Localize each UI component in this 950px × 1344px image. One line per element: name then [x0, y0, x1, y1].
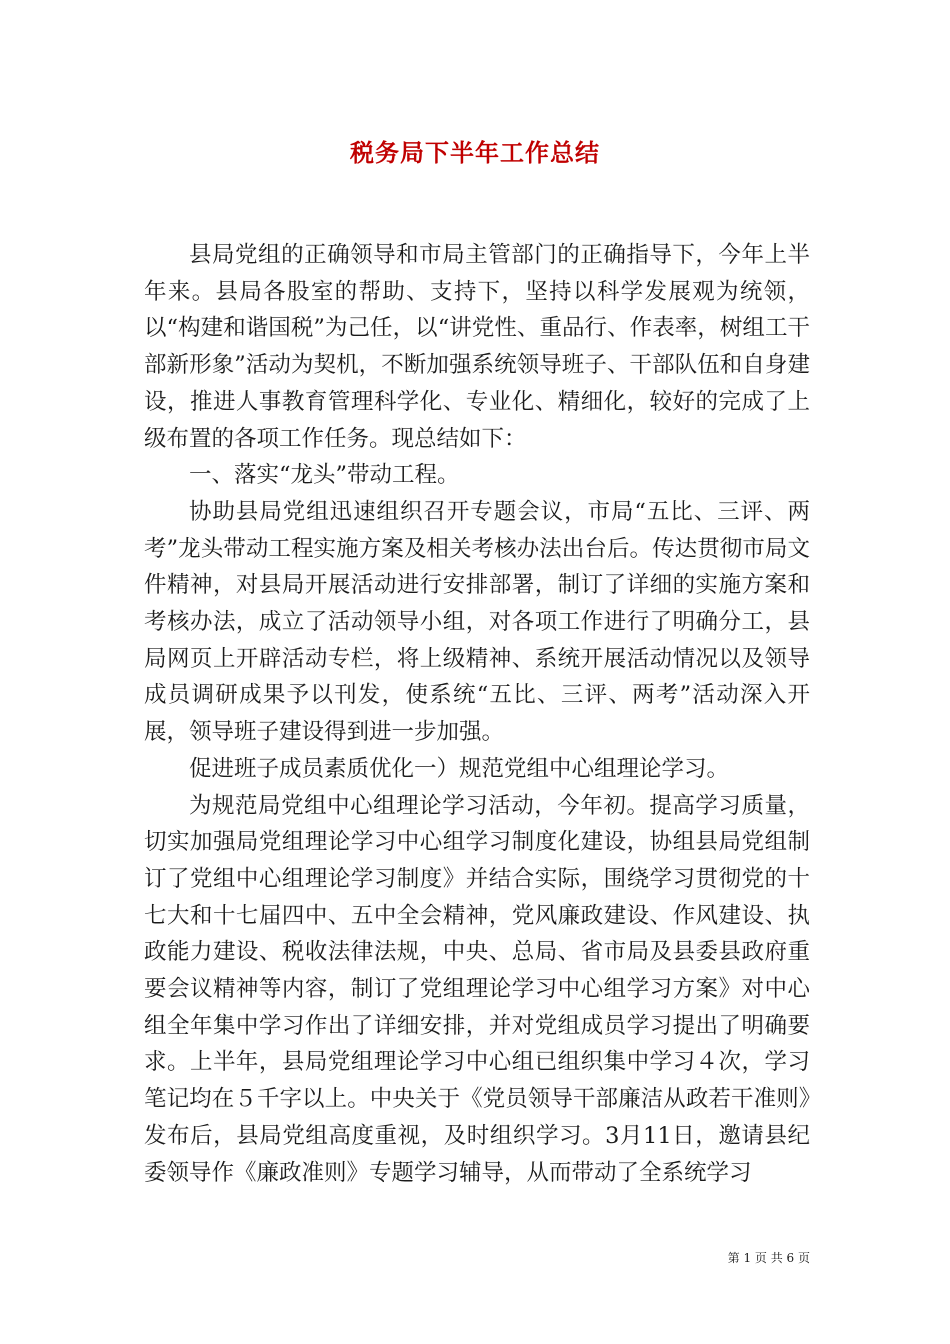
page-number-footer: 第 1 页 共 6 页: [727, 1251, 810, 1265]
section-heading-1: 一、落实“龙头”带动工程。: [189, 462, 460, 489]
document-body: [144, 237, 810, 1191]
paragraph-intro: 县局党组的正确领导和市局主管部门的正确指导下，今年上半年来。县局各股室的帮助、支持下，坚持以科学发展观为统领，以“构建和谐国税”为己任，以“讲党性、重品行、作表率，树组工干部新形象”活动为契机，不断加强系统领导班子、干部队伍和自身建设，推进人事教育管理科学化、专业化、精细化，较好的完成了上级布置的各项工作任务。现总结如下：: [144, 242, 810, 452]
document-title: 税务局下半年工作总结: [350, 138, 600, 167]
paragraph-section-1: 协助县局党组迅速组织召开专题会议，市局“五比、三评、两考”龙头带动工程实施方案及相关考核办法出台后。传达贯彻市局文件精神，对县局开展活动进行安排部署，制订了详细的实施方案和考核办法，成立了活动领导小组，对各项工作进行了明确分工，县局网页上开辟活动专栏，将上级精神、系统开展活动情况以及领导成员调研成果予以刊发，使系统“五比、三评、两考”活动深入开展，领导班子建设得到进一步加强。: [144, 498, 810, 746]
paragraph-subsection-1: 为规范局党组中心组理论学习活动，今年初。提高学习质量，切实加强局党组理论学习中心组学习制度化建设，协组县局党组制订了党组中心组理论学习制度》并结合实际，围绕学习贯彻党的十七大和十七届四中、五中全会精神，党风廉政建设、作风建设、执政能力建设、税收法律法规，中央、总局、省市局及县委县政府重要会议精神等内容，制订了党组理论学习中心组学习方案》对中心组全年集中学习作出了详细安排，并对党组成员学习提出了明确要求。上半年，县局党组理论学习中心组已组织集中学习４次，学习笔记均在５千字以上。中央关于《党员领导干部廉洁从政若干准则》发布后，县局党组高度重视，及时组织学习。3月11日，邀请县纪委领导作《廉政准则》专题学习辅导，从而带动了全系统学习: [144, 792, 810, 1186]
subsection-heading-1: 促进班子成员素质优化一）规范党组中心组理论学习。: [189, 755, 730, 782]
